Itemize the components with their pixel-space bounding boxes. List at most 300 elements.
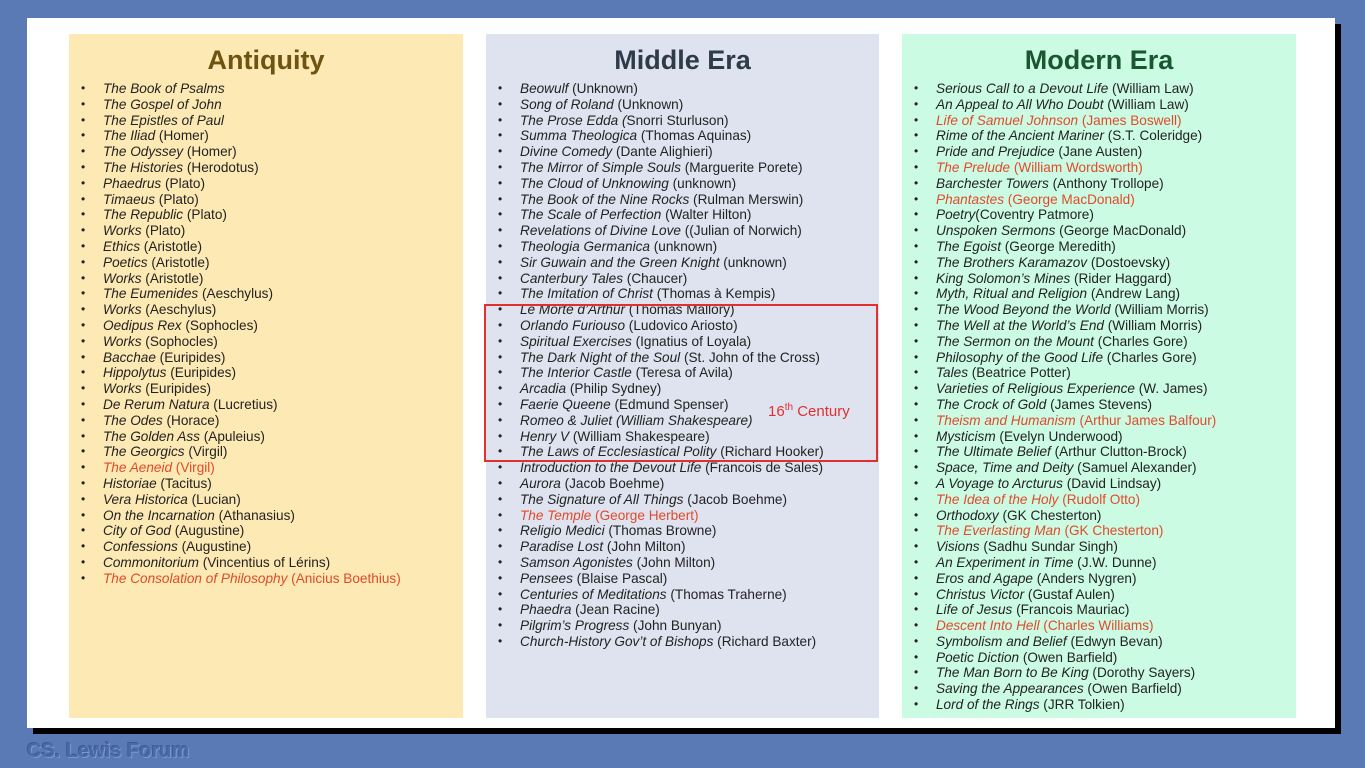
book-author: (William Law) xyxy=(1108,81,1194,96)
list-item xyxy=(914,508,1296,524)
book-author: (Thomas Browne) xyxy=(604,523,717,539)
book-title: Eros and Agape xyxy=(936,570,1033,586)
list-item xyxy=(498,207,879,223)
book-title: Divine Comedy xyxy=(520,144,613,160)
list-item xyxy=(914,81,1296,97)
book-title: Barchester Towers xyxy=(936,175,1049,191)
book-author: (Charles Williams) xyxy=(1039,618,1154,634)
book-author: (Teresa of Avila) xyxy=(631,365,733,381)
list-item xyxy=(914,697,1296,713)
list-item xyxy=(498,555,879,571)
book-title: Pride and Prejudice xyxy=(936,144,1055,160)
book-title: The Prose Edda ( xyxy=(520,112,627,128)
list-item xyxy=(81,476,463,492)
book-author: (J.W. Dunne) xyxy=(1073,554,1157,570)
list-item xyxy=(914,350,1296,366)
list-item xyxy=(498,97,879,113)
book-title: An Appeal to All Who Doubt xyxy=(936,96,1104,112)
book-title: The Golden Ass xyxy=(103,428,200,444)
list-item xyxy=(914,523,1296,539)
book-title: Beowulf xyxy=(520,81,569,96)
list-item xyxy=(81,444,463,460)
book-title: The Dark Night of the Soul xyxy=(520,349,681,365)
list-item xyxy=(914,460,1296,476)
book-title: Serious Call to a Devout Life xyxy=(936,81,1109,96)
book-title: Varieties of Religious Experience xyxy=(936,381,1135,397)
book-title: Church-History Gov’t of Bishops xyxy=(520,633,714,649)
book-author: (Beatrice Potter) xyxy=(968,365,1071,381)
book-author: (Richard Hooker) xyxy=(716,444,824,460)
list-item xyxy=(81,350,463,366)
book-title: Works xyxy=(103,302,142,318)
book-title: Vera Historica xyxy=(103,491,188,507)
column-title: Middle Era xyxy=(614,45,751,75)
list-item xyxy=(914,571,1296,587)
book-author: (Tacitus) xyxy=(156,475,212,491)
book-author: (Augustine) xyxy=(177,539,252,555)
book-author: (GK Chesterton) xyxy=(1060,523,1164,539)
book-author: (unknown) xyxy=(649,238,718,254)
list-item xyxy=(914,255,1296,271)
book-author: (Euripides) xyxy=(141,381,212,397)
book-title: The Iliad xyxy=(103,128,156,144)
list-item xyxy=(914,365,1296,381)
book-author: (Plato) xyxy=(161,175,206,191)
book-author: (Thomas Traherne) xyxy=(666,586,787,602)
book-title: Hippolytus xyxy=(103,365,167,381)
book-author: (Owen Barfield) xyxy=(1083,681,1182,697)
book-author: (Anders Nygren) xyxy=(1033,570,1137,586)
list-item xyxy=(81,429,463,445)
book-author: (Vincentius of Lérins) xyxy=(198,554,331,570)
book-title: Theism and Humanism xyxy=(936,412,1076,428)
book-author: (George Herbert) xyxy=(591,507,699,523)
book-title: Religio Medici xyxy=(520,523,605,539)
book-author: (Edwyn Bevan) xyxy=(1066,633,1163,649)
book-author: (St. John of the Cross) xyxy=(680,349,820,365)
book-title: King Solomon’s Mines xyxy=(936,270,1071,286)
list-item xyxy=(498,460,879,476)
book-title: The Republic xyxy=(103,207,184,223)
book-title: Phaedra xyxy=(520,602,572,618)
list-item xyxy=(81,271,463,287)
book-author: (GK Chesterton) xyxy=(998,507,1102,523)
book-author: (George MacDonald) xyxy=(1055,223,1187,239)
list-item xyxy=(81,318,463,334)
book-author: (Chaucer) xyxy=(623,270,688,286)
book-author: (Aristotle) xyxy=(140,238,202,254)
book-author: (Ignatius of Loyala) xyxy=(631,333,752,349)
list-item xyxy=(914,429,1296,445)
book-author: (Herodotus) xyxy=(183,159,259,175)
list-item xyxy=(914,144,1296,160)
book-author: (Edmund Spenser) xyxy=(610,396,729,412)
list-item xyxy=(498,176,879,192)
list-item xyxy=(81,523,463,539)
book-title: The Interior Castle xyxy=(520,365,632,381)
book-title: Pilgrim’s Progress xyxy=(520,618,630,634)
book-author: (Arthur James Balfour) xyxy=(1075,412,1217,428)
column-title: Modern Era xyxy=(1024,45,1174,75)
book-title: The Signature of All Things xyxy=(520,491,684,507)
book-title: The Sermon on the Mount xyxy=(936,333,1094,349)
list-item xyxy=(914,665,1296,681)
list-item xyxy=(498,539,879,555)
book-title: The Mirror of Simple Souls xyxy=(520,159,681,175)
book-title: Commonitorium xyxy=(103,554,199,570)
book-title: The Imitation of Christ xyxy=(520,286,653,302)
book-author: (Rudolf Otto) xyxy=(1058,491,1141,507)
book-title: A Voyage to Arcturus xyxy=(936,475,1063,491)
book-author: (Rider Haggard) xyxy=(1070,270,1172,286)
book-title: An Experiment in Time xyxy=(936,554,1074,570)
book-title: The Well at the World’s End xyxy=(936,317,1104,333)
book-author: (unknown) xyxy=(668,175,737,191)
book-author: (Unknown) xyxy=(568,81,638,96)
book-author: (William Law) xyxy=(1103,96,1189,112)
list-item xyxy=(914,602,1296,618)
list-item xyxy=(498,255,879,271)
book-list xyxy=(902,81,1296,713)
book-author: (Evelyn Underwood) xyxy=(995,428,1123,444)
book-title: Phaedrus xyxy=(103,175,162,191)
century-word: Century xyxy=(793,403,850,420)
book-title: Sir Guwain and the Green Knight xyxy=(520,254,720,270)
book-title: City of God xyxy=(103,523,171,539)
book-title: Historiae xyxy=(103,475,157,491)
book-title: Timaeus xyxy=(103,191,156,207)
book-list xyxy=(69,81,463,587)
book-title: The Book of the Nine Rocks xyxy=(520,191,690,207)
book-author: (Sadhu Sundar Singh) xyxy=(979,539,1118,555)
book-title: The Aeneid xyxy=(103,460,173,476)
book-author: (Francois de Sales) xyxy=(701,460,824,476)
book-title: Christus Victor xyxy=(936,586,1025,602)
book-author: (James Stevens) xyxy=(1046,396,1153,412)
book-title: The Laws of Ecclesiastical Polity xyxy=(520,444,717,460)
book-title: The Man Born to Be King xyxy=(936,665,1089,681)
book-author: (Jean Racine) xyxy=(571,602,660,618)
book-title: Descent Into Hell xyxy=(936,618,1040,634)
list-item xyxy=(914,286,1296,302)
book-author: (Rulman Merswin) xyxy=(689,191,804,207)
list-item xyxy=(81,286,463,302)
list-item xyxy=(914,318,1296,334)
book-title: Life of Samuel Johnson xyxy=(936,112,1079,128)
book-author: (Virgil) xyxy=(184,444,228,460)
list-item xyxy=(498,192,879,208)
list-item xyxy=(81,176,463,192)
book-title: Works xyxy=(103,333,142,349)
book-author: (James Boswell) xyxy=(1078,112,1182,128)
book-author: (Charles Gore) xyxy=(1093,333,1188,349)
book-author: (Francois Mauriac) xyxy=(1012,602,1130,618)
list-item xyxy=(498,523,879,539)
book-author: (Jacob Boehme) xyxy=(560,475,665,491)
book-author: (William Morris) xyxy=(1110,302,1209,318)
list-item xyxy=(914,381,1296,397)
list-item xyxy=(914,334,1296,350)
list-item xyxy=(914,681,1296,697)
book-author: (George Meredith) xyxy=(1000,238,1116,254)
list-item xyxy=(81,397,463,413)
book-author: ((Julian of Norwich) xyxy=(680,223,802,239)
book-title: Henry V xyxy=(520,428,570,444)
book-author: (Philip Sydney) xyxy=(566,381,662,397)
book-author: (Plato) xyxy=(155,191,199,207)
book-title: Orlando Furiouso xyxy=(520,317,626,333)
list-item xyxy=(498,476,879,492)
book-author: (Unknown) xyxy=(613,96,684,112)
list-item xyxy=(914,97,1296,113)
list-item xyxy=(81,81,463,97)
book-author: (Dante Alighieri) xyxy=(612,144,713,160)
book-title: Saving the Appearances xyxy=(936,681,1084,697)
book-title: Faerie Queene xyxy=(520,396,611,412)
book-author: (Coventry Patmore) xyxy=(975,207,1094,223)
book-author: (S.T. Coleridge) xyxy=(1103,128,1203,144)
list-item xyxy=(914,444,1296,460)
list-item xyxy=(498,587,879,603)
list-item xyxy=(914,492,1296,508)
book-title: Bacchae xyxy=(103,349,156,365)
book-title: The Idea of the Holy xyxy=(936,491,1059,507)
list-item xyxy=(81,365,463,381)
book-title: The Epistles of Paul xyxy=(103,112,224,128)
list-item xyxy=(498,571,879,587)
list-item xyxy=(498,508,879,524)
book-title: Symbolism and Belief xyxy=(936,633,1067,649)
list-item xyxy=(81,239,463,255)
list-item xyxy=(81,571,463,587)
book-author: (Plato) xyxy=(141,223,186,239)
book-title: Space, Time and Deity xyxy=(936,460,1074,476)
book-title: Orthodoxy xyxy=(936,507,999,523)
list-item xyxy=(498,113,879,129)
book-author: (Anthony Trollope) xyxy=(1048,175,1164,191)
book-title: Poetry xyxy=(936,207,976,223)
list-item xyxy=(498,271,879,287)
book-author: (Anicius Boethius) xyxy=(287,570,401,586)
column-antiquity xyxy=(69,34,463,718)
book-author: (Dorothy Sayers) xyxy=(1088,665,1196,681)
book-title: Ethics xyxy=(103,238,141,254)
list-item xyxy=(914,176,1296,192)
list-item xyxy=(81,508,463,524)
list-item xyxy=(914,160,1296,176)
list-item xyxy=(81,492,463,508)
book-title: The Egoist xyxy=(936,238,1001,254)
book-author: (Euripides) xyxy=(155,349,226,365)
book-title: Unspoken Sermons xyxy=(936,223,1056,239)
list-item xyxy=(81,255,463,271)
list-item xyxy=(81,144,463,160)
list-item xyxy=(81,334,463,350)
book-title: The Odes xyxy=(103,412,163,428)
book-title: Centuries of Meditations xyxy=(520,586,667,602)
book-author: (George MacDonald) xyxy=(1004,191,1135,207)
book-author: (Plato) xyxy=(183,207,227,223)
book-author: (Thomas Aquinas) xyxy=(637,128,752,144)
book-author: (Athanasius) xyxy=(214,507,295,523)
list-item xyxy=(81,160,463,176)
book-title: Philosophy of the Good Life xyxy=(936,349,1104,365)
book-title: The Temple xyxy=(520,507,592,523)
book-author: (William Shakespeare) xyxy=(569,428,710,444)
book-title: Lord of the Rings xyxy=(936,697,1040,713)
book-title: Life of Jesus xyxy=(936,602,1013,618)
list-item xyxy=(498,128,879,144)
list-item xyxy=(498,286,879,302)
book-title: The Georgics xyxy=(103,444,185,460)
book-author: (Horace) xyxy=(162,412,220,428)
book-title: Song of Roland xyxy=(520,96,614,112)
list-item xyxy=(81,192,463,208)
list-item xyxy=(81,128,463,144)
book-author: (John Milton) xyxy=(603,539,686,555)
book-author: (Aristotle) xyxy=(147,254,210,270)
list-item xyxy=(498,160,879,176)
book-title: Works xyxy=(103,223,142,239)
book-author: (John Milton) xyxy=(632,554,716,570)
sixteenth-century-box xyxy=(484,304,878,462)
book-title: The Book of Psalms xyxy=(103,81,225,96)
list-item xyxy=(81,207,463,223)
list-item xyxy=(498,602,879,618)
list-item xyxy=(914,413,1296,429)
book-author: (Jacob Boehme) xyxy=(683,491,787,507)
slide xyxy=(27,18,1335,728)
book-title: The Scale of Perfection xyxy=(520,207,662,223)
list-item xyxy=(914,650,1296,666)
book-author: (Apuleius) xyxy=(199,428,265,444)
list-item xyxy=(914,207,1296,223)
list-item xyxy=(914,618,1296,634)
book-author: (Aristotle) xyxy=(141,270,204,286)
book-title: Mysticism xyxy=(936,428,996,444)
book-title: Canterbury Tales xyxy=(520,270,624,286)
list-item xyxy=(914,397,1296,413)
column-modern-era xyxy=(902,34,1296,718)
list-item xyxy=(914,539,1296,555)
book-author: (John Bunyan) xyxy=(629,618,722,634)
book-title: The Cloud of Unknowing xyxy=(520,175,669,191)
list-item xyxy=(81,302,463,318)
book-title: Myth, Ritual and Religion xyxy=(936,286,1088,302)
book-author: (Richard Baxter) xyxy=(713,633,817,649)
book-title: Phantastes xyxy=(936,191,1005,207)
list-item xyxy=(914,555,1296,571)
book-title: Confessions xyxy=(103,539,178,555)
book-title: Le Morte d’Arthur xyxy=(520,302,626,318)
book-author: (Arthur Clutton-Brock) xyxy=(1050,444,1187,460)
list-item xyxy=(81,223,463,239)
list-item xyxy=(914,113,1296,129)
book-title: The Everlasting Man xyxy=(936,523,1061,539)
list-item xyxy=(81,539,463,555)
century-number: 16 xyxy=(768,403,785,420)
book-title: Revelations of Divine Love xyxy=(520,223,681,239)
book-author: (Marguerite Porete) xyxy=(680,159,803,175)
list-item xyxy=(81,413,463,429)
list-item xyxy=(81,460,463,476)
list-item xyxy=(914,192,1296,208)
book-title: Theologia Germanica xyxy=(520,238,650,254)
book-author: (Owen Barfield) xyxy=(1019,649,1118,665)
list-item xyxy=(81,381,463,397)
book-author: (Charles Gore) xyxy=(1103,349,1197,365)
book-author: (Ludovico Ariosto) xyxy=(625,317,738,333)
book-title: The Brothers Karamazov xyxy=(936,254,1088,270)
book-author: (Homer) xyxy=(155,128,209,144)
book-title: Paradise Lost xyxy=(520,539,604,555)
list-item xyxy=(498,492,879,508)
book-author: (Virgil) xyxy=(172,460,215,476)
book-title: Poetic Diction xyxy=(936,649,1020,665)
list-item xyxy=(498,634,879,650)
column-title: Antiquity xyxy=(207,45,325,75)
list-item xyxy=(81,113,463,129)
book-author: (JRR Tolkien) xyxy=(1039,697,1125,713)
book-title: The Histories xyxy=(103,159,184,175)
century-annotation xyxy=(768,402,850,420)
book-author: (Homer) xyxy=(183,144,237,160)
book-title: De Rerum Natura xyxy=(103,396,210,412)
list-item xyxy=(498,618,879,634)
footer-watermark: CS. Lewis Forum xyxy=(27,740,190,762)
book-author: (W. James) xyxy=(1134,381,1208,397)
list-item xyxy=(81,97,463,113)
book-title: Romeo & Juliet (William Shakespeare) xyxy=(520,412,753,428)
book-author: (Aeschylus) xyxy=(198,286,274,302)
book-author: (Dostoevsky) xyxy=(1087,254,1171,270)
list-item xyxy=(914,302,1296,318)
book-title: The Odyssey xyxy=(103,144,184,160)
book-title: Arcadia xyxy=(520,381,567,397)
book-author: (Thomas Mallory) xyxy=(625,302,735,318)
book-author: (Thomas à Kempis) xyxy=(652,286,776,302)
book-author: (Andrew Lang) xyxy=(1087,286,1181,302)
book-title: Oedipus Rex xyxy=(103,317,182,333)
list-item xyxy=(914,476,1296,492)
book-author: (Sophocles) xyxy=(181,317,258,333)
book-author: (Samuel Alexander) xyxy=(1073,460,1197,476)
list-item xyxy=(914,239,1296,255)
book-author: (Blaise Pascal) xyxy=(572,570,668,586)
list-item xyxy=(914,223,1296,239)
book-title: The Eumenides xyxy=(103,286,199,302)
book-author: (Jane Austen) xyxy=(1054,144,1143,160)
book-author: (Sophocles) xyxy=(141,333,218,349)
book-author: (Lucian) xyxy=(187,491,241,507)
book-title: Rime of the Ancient Mariner xyxy=(936,128,1104,144)
book-title: On the Incarnation xyxy=(103,507,215,523)
book-title: The Consolation of Philosophy xyxy=(103,570,288,586)
list-item xyxy=(914,128,1296,144)
book-title: Samson Agonistes xyxy=(520,554,633,570)
book-title: Works xyxy=(103,381,142,397)
book-author: (Euripides) xyxy=(166,365,236,381)
book-author: (Aeschylus) xyxy=(141,302,217,318)
list-item xyxy=(914,634,1296,650)
book-title: The Wood Beyond the World xyxy=(936,302,1111,318)
book-author: (unknown) xyxy=(719,254,787,270)
book-author: (David Lindsay) xyxy=(1062,475,1162,491)
list-item xyxy=(498,144,879,160)
book-title: The Ultimate Belief xyxy=(936,444,1051,460)
book-title: Aurora xyxy=(520,475,561,491)
book-title: The Crock of Gold xyxy=(936,396,1047,412)
